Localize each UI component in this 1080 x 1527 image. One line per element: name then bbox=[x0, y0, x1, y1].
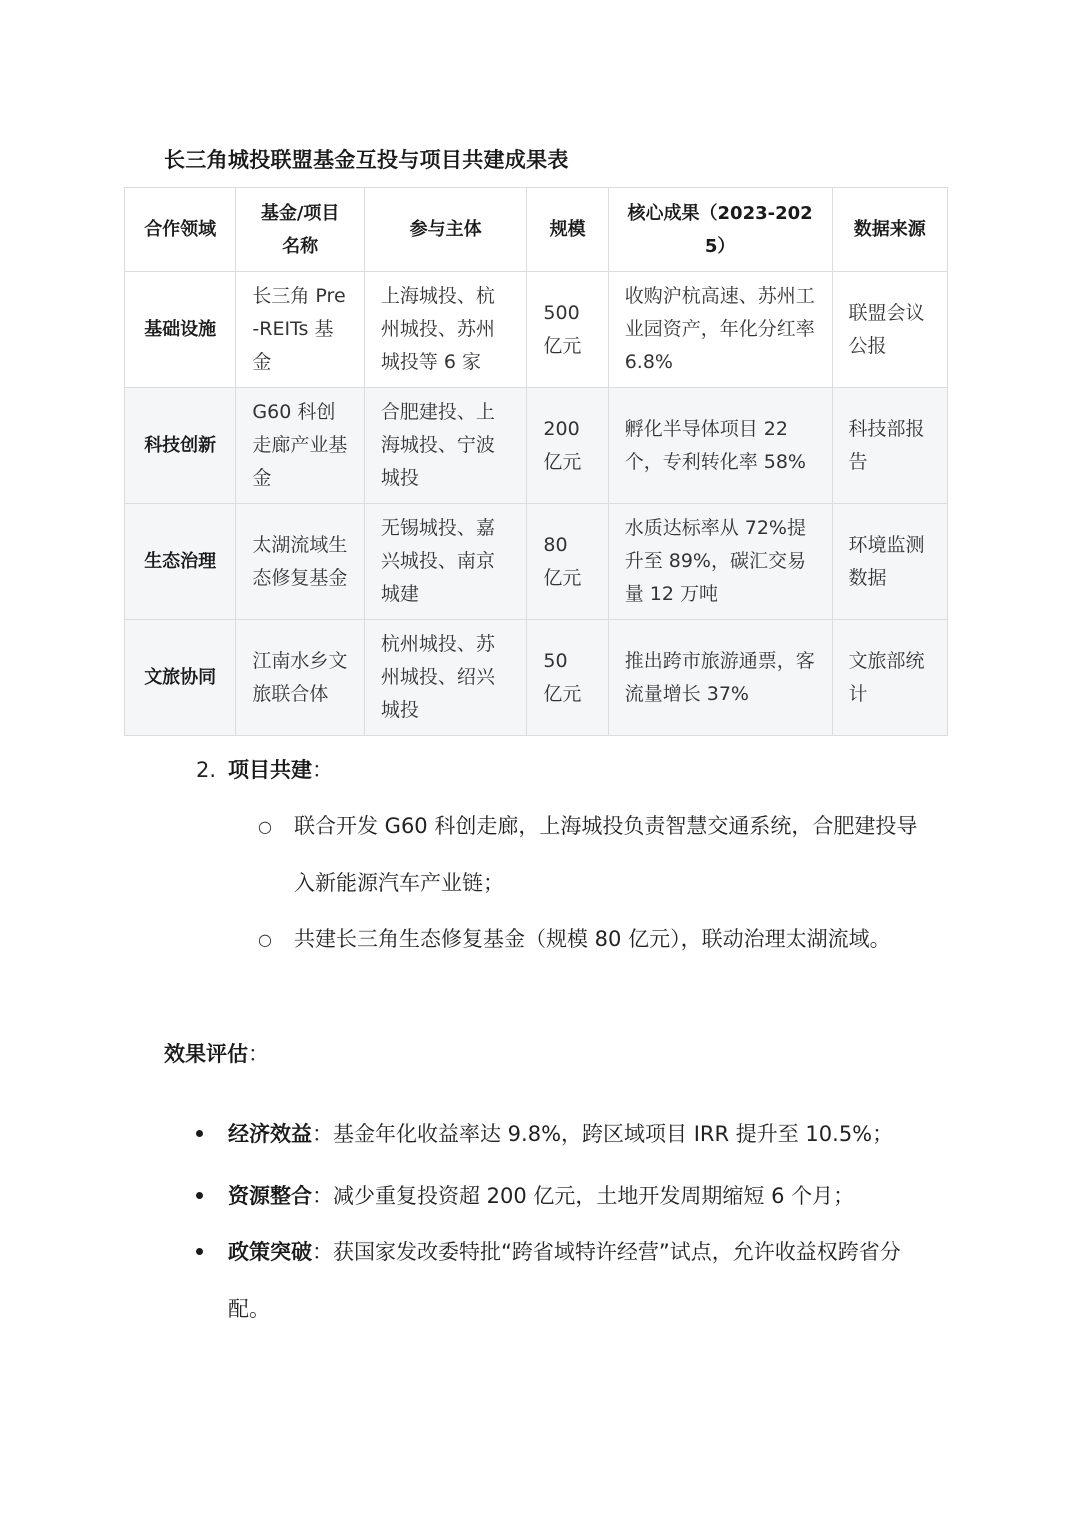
table-cell-results: 水质达标率从 72%提升至 89%，碳汇交易量 12 万吨 bbox=[608, 504, 832, 620]
table-row bbox=[125, 388, 948, 504]
header-cell: 合作领域 bbox=[125, 188, 236, 272]
table-cell-source: 联盟会议公报 bbox=[832, 272, 947, 388]
item-body: 获国家发改委特批“跨省域特许经营”试点，允许收益权跨省分配。 bbox=[228, 1240, 901, 1321]
header-cell: 核心成果（2023-2025） bbox=[608, 188, 832, 272]
bullet-dot-icon bbox=[196, 1130, 203, 1137]
list-item-text bbox=[228, 1106, 916, 1163]
table-cell-fund: 长三角 Pre-REITs 基金 bbox=[236, 272, 364, 388]
item-separator: ： bbox=[312, 1184, 333, 1208]
table-cell-results: 孵化半导体项目 22 个，专利转化率 58% bbox=[608, 388, 832, 504]
list-item-text bbox=[228, 1168, 916, 1225]
evaluation-heading-label: 效果评估 bbox=[164, 1042, 248, 1066]
project-heading-colon: ： bbox=[312, 758, 334, 782]
list-item-text: 共建长三角生态修复基金（规模 80 亿元），联动治理太湖流域。 bbox=[294, 927, 891, 951]
table-cell-participants: 合肥建投、上海城投、宁波城投 bbox=[364, 388, 527, 504]
bullet-dot-icon bbox=[196, 1192, 203, 1199]
table-cell-scale: 200 亿元 bbox=[527, 388, 608, 504]
list-item bbox=[258, 798, 918, 912]
header-cell: 规模 bbox=[527, 188, 608, 272]
list-item-text: 联合开发 G60 科创走廊，上海城投负责智慧交通系统，合肥建投导入新能源汽车产业链； bbox=[294, 814, 918, 895]
table-row bbox=[125, 620, 948, 736]
item-label: 经济效益 bbox=[228, 1122, 312, 1146]
bullet-dot-icon bbox=[196, 1248, 203, 1255]
table-cell-fund: G60 科创走廊产业基金 bbox=[236, 388, 364, 504]
header-cell: 基金/项目名称 bbox=[236, 188, 364, 272]
results-table bbox=[124, 187, 948, 736]
table-cell-domain: 基础设施 bbox=[125, 272, 236, 388]
table-cell-participants: 无锡城投、嘉兴城投、南京城建 bbox=[364, 504, 527, 620]
table-cell-domain: 文旅协同 bbox=[125, 620, 236, 736]
table-cell-scale: 50 亿元 bbox=[527, 620, 608, 736]
item-label: 政策突破 bbox=[228, 1240, 312, 1264]
table-cell-participants: 上海城投、杭州城投、苏州城投等 6 家 bbox=[364, 272, 527, 388]
table-cell-domain: 科技创新 bbox=[125, 388, 236, 504]
header-cell: 参与主体 bbox=[364, 188, 527, 272]
table-header-row bbox=[125, 188, 948, 272]
table-cell-scale: 500 亿元 bbox=[527, 272, 608, 388]
table-cell-scale: 80 亿元 bbox=[527, 504, 608, 620]
project-heading bbox=[196, 754, 333, 784]
list-item bbox=[196, 1224, 916, 1338]
table-row bbox=[125, 272, 948, 388]
evaluation-heading-colon: ： bbox=[248, 1042, 269, 1066]
table-cell-source: 科技部报告 bbox=[832, 388, 947, 504]
list-item bbox=[196, 1106, 916, 1163]
table-cell-domain: 生态治理 bbox=[125, 504, 236, 620]
table-title: 长三角城投联盟基金互投与项目共建成果表 bbox=[164, 148, 569, 172]
item-body: 减少重复投资超 200 亿元，土地开发周期缩短 6 个月； bbox=[333, 1184, 855, 1208]
evaluation-heading bbox=[164, 1038, 269, 1068]
circle-bullet-icon: ○ bbox=[258, 930, 272, 949]
table-cell-results: 收购沪杭高速、苏州工业园资产，年化分红率 6.8% bbox=[608, 272, 832, 388]
table-cell-source: 文旅部统计 bbox=[832, 620, 947, 736]
list-item bbox=[196, 1168, 916, 1225]
table-cell-participants: 杭州城投、苏州城投、绍兴城投 bbox=[364, 620, 527, 736]
project-heading-label: 项目共建 bbox=[228, 758, 313, 782]
table-cell-results: 推出跨市旅游通票，客流量增长 37% bbox=[608, 620, 832, 736]
list-number: 2. bbox=[196, 758, 217, 782]
item-label: 资源整合 bbox=[228, 1184, 312, 1208]
item-body: 基金年化收益率达 9.8%，跨区域项目 IRR 提升至 10.5%； bbox=[333, 1122, 894, 1146]
list-item-text bbox=[228, 1224, 916, 1338]
list-item bbox=[258, 911, 918, 968]
circle-bullet-icon: ○ bbox=[258, 817, 272, 836]
table-cell-fund: 太湖流域生态修复基金 bbox=[236, 504, 364, 620]
table-row bbox=[125, 504, 948, 620]
table-cell-fund: 江南水乡文旅联合体 bbox=[236, 620, 364, 736]
item-separator: ： bbox=[312, 1122, 333, 1146]
header-cell: 数据来源 bbox=[832, 188, 947, 272]
item-separator: ： bbox=[312, 1240, 333, 1264]
table-cell-source: 环境监测数据 bbox=[832, 504, 947, 620]
